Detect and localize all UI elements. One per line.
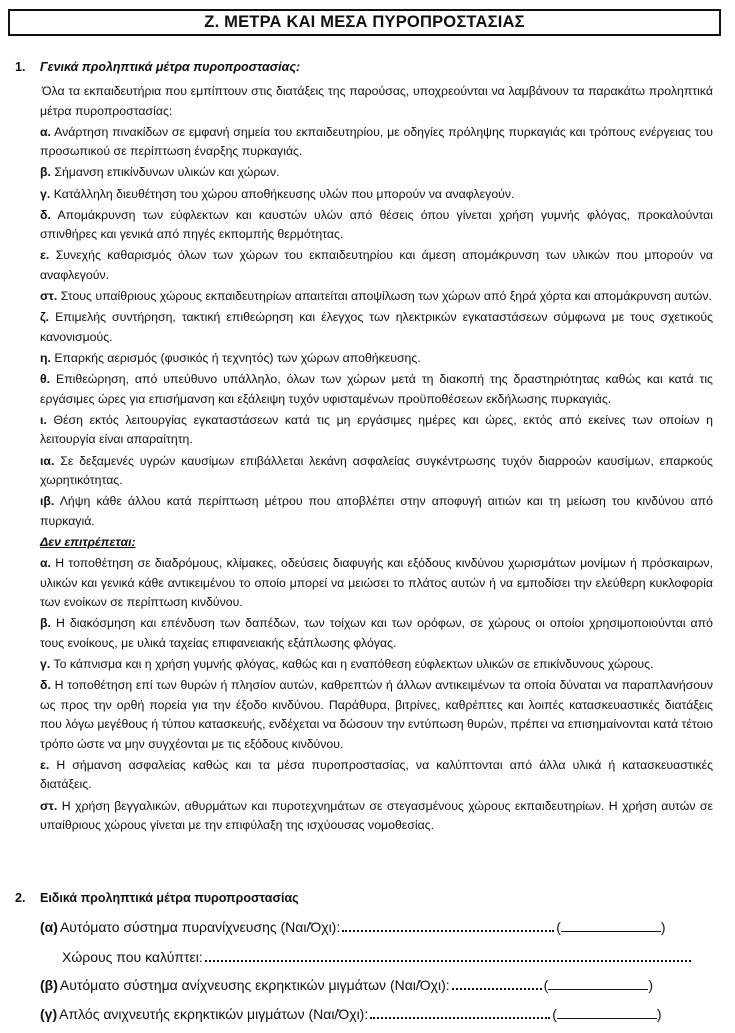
forbidden-item-label: στ. [40, 798, 58, 813]
measure-item-label: ζ. [40, 310, 50, 325]
measure-item-label: β. [40, 165, 51, 180]
measure-item-text: Επιθεώρηση, από υπεύθυνο υπάλληλο, όλων των χώρων μετά τη διακοπή της δραστηριότητας καθώς και κατά τις εργάσιμες ώρες για επισήμανση και εξάλειψη τυχόν υφισταμένων προϋποθέσεων εκδήλωσης πυρκαγιάς. [40, 372, 713, 406]
forbidden-item [40, 614, 713, 653]
field-label: (β) [40, 977, 58, 993]
section-2-heading: Ειδικά προληπτικά μέτρα πυροπροστασίας [40, 891, 299, 905]
measure-item-label: ια. [40, 453, 55, 468]
answer-blank[interactable] [557, 1006, 657, 1019]
field-text: Απλός ανιχνευτής εκρηκτικών μιγμάτων (Ναι/Όχι): [59, 1006, 369, 1022]
paren-open: ( [543, 977, 549, 993]
forbidden-item [40, 756, 713, 795]
forbidden-item-label: ε. [40, 757, 50, 772]
measure-item-label: γ. [40, 186, 51, 201]
measure-item-text: Σήμανση επικίνδυνων υλικών και χώρων. [54, 165, 280, 180]
section-title: Ζ. ΜΕΤΡΑ ΚΑΙ ΜΕΣΑ ΠΥΡΟΠΡΟΣΤΑΣΙΑΣ [204, 13, 525, 31]
forbidden-item-label: δ. [40, 678, 51, 693]
forbidden-item-text: Η χρήση βεγγαλικών, αθυρμάτων και πυροτεχνημάτων σε στεγασμένους χώρους εκπαιδευτηρίων. Η χρήση αυτών σε υπαίθριους χώρους γίνεται με την επιφύλαξη της ισχύουσας νομοθεσίας. [40, 798, 713, 833]
measure-item [40, 206, 713, 245]
measure-item [40, 163, 713, 183]
forbidden-item-text: Η διακόσμηση και επένδυση των δαπέδων, των τοίχων και των ορόφων, σε χώρους οι οποίοι χρησιμοποιούνται από τους ενοίκους, με υλικά ταχείας επιφανειακής εξάπλωσης φλόγας. [40, 616, 713, 650]
fill-in-dotted-line[interactable] [342, 918, 554, 932]
measure-item [40, 349, 713, 369]
forbidden-item [40, 676, 713, 754]
measure-item-text: Θέση εκτός λειτουργίας εγκαταστάσεων κατά τις μη εργάσιμες ημέρες και ώρες, εκτός από εκείνες των οποίων η λειτουργία είναι απαραίτητη. [40, 412, 713, 447]
forbidden-item [40, 797, 713, 836]
measure-item [40, 287, 713, 307]
paren-open: ( [556, 919, 561, 935]
measure-item-label: η. [40, 351, 51, 365]
forbidden-item-text: Το κάπνισμα και η χρήση γυμνής φλόγας, καθώς και η εναπόθεση εύφλεκτων υλικών σε επικίνδυνους χώρους. [53, 657, 654, 671]
measure-item-text: Στους υπαίθριους χώρους εκπαιδευτηρίων απαιτείται αποψίλωση των χώρων από ξηρά χόρτα και απομάκρυνση αυτών. [60, 289, 712, 304]
section-1-number: 1. [15, 60, 26, 74]
measure-item-label: α. [40, 124, 51, 139]
measure-item-text: Επαρκής αερισμός (φυσικός ή τεχνητός) των χώρων αποθήκευσης. [54, 351, 421, 365]
paren-close: ) [648, 977, 654, 993]
measure-item-text: Σε δεξαμενές υγρών καυσίμων επιβάλλεται λεκάνη ασφαλείας συγκέντρωσης τυχόν διαρροών καυσίμων, επαρκούς χωρητικότητας. [40, 453, 713, 488]
measure-item [40, 411, 713, 450]
forbidden-item-label: β. [40, 616, 51, 631]
measure-item-text: Απομάκρυνση των εύφλεκτων και καυστών υλών από θέσεις όπου γίνεται χρήση γυμνής φλόγας, προκαλούνται σπινθήρες και γενικά από πηγές εκπομπής θερμότητας. [40, 207, 713, 242]
measure-item-text: Λήψη κάθε άλλου κατά περίπτωση μέτρου που αποβλέπει στην αποφυγή αιτιών και τη μείωση του κινδύνου από πυρκαγιά. [40, 494, 713, 528]
field-text: Αυτόματο σύστημα ανίχνευσης εκρηκτικών μιγμάτων (Ναι/Όχι): [59, 977, 450, 993]
measure-item-label: δ. [40, 207, 51, 222]
special-measure-field [40, 976, 720, 993]
paren-close: ) [660, 919, 666, 935]
field-text: Χώρους που καλύπτει: [62, 949, 203, 965]
forbidden-item [40, 554, 713, 613]
forbidden-item-text: Η τοποθέτηση επί των θυρών ή πλησίον αυτών, καθρεπτών ή άλλων αντικειμένων τα οποία δύναται να παραπλανήσουν ως προς την ορθή πορεία για την έξοδο κινδύνου. Παράθυρα, βιτρίνες, καθρέπτες και λοιπές κατασκευαστικές διατάξεις που λόγω μεγέθους ή τύπου κατασκευής, ενδέχεται να δώσουν την εντύπωση θυρών, πρέπει να επισημαίνονται κατά τέτοιο τρόπο ώστε να μην συγχέονται με τις εξόδους κινδύνου. [40, 678, 713, 751]
section-2-number: 2. [15, 891, 26, 905]
measure-item [40, 185, 713, 205]
fill-in-dotted-line[interactable] [370, 1005, 550, 1019]
field-label: (α) [40, 919, 58, 935]
special-measure-field [40, 918, 720, 935]
field-label: (γ) [40, 1006, 58, 1022]
measure-item-label: στ. [40, 289, 58, 304]
forbidden-item-text: Η τοποθέτηση σε διαδρόμους, κλίμακες, οδεύσεις διαφυγής και εξόδους κινδύνου χωρισμάτων μονίμων ή πρόσκαιρων, υλικών και γενικά κάθε αντικειμένου το οποίο μπορεί να μειώσει το πλάτος αυτών ή να εμποδίσει την ελεύθερη κυκλοφορία των ενοίκων σε περίπτωση κινδύνου. [40, 556, 713, 610]
special-measure-field [62, 948, 735, 965]
section-1-intro: Όλα τα εκπαιδευτήρια που εμπίπτουν στις διατάξεις της παρούσας, υποχρεούνται να λαμβάνουν τα παρακάτω προληπτικά μέτρα πυροπροστασίας: [40, 84, 713, 118]
answer-blank[interactable] [561, 919, 661, 932]
measure-item [40, 492, 713, 531]
measure-item-label: ε. [40, 248, 50, 263]
fill-in-dotted-line[interactable] [452, 976, 542, 990]
measure-item [40, 123, 713, 162]
forbidden-item-text: Η σήμανση ασφαλείας καθώς και τα μέσα πυροπροστασίας, να καλύπτονται από άλλα υλικά ή κατασκευαστικές διατάξεις. [40, 757, 713, 792]
measure-item-text: Κατάλληλη διευθέτηση του χώρου αποθήκευσης υλών που μπορούν να αναφλεγούν. [53, 186, 515, 201]
measure-item [40, 246, 713, 285]
forbidden-item-label: α. [40, 556, 51, 571]
measure-item-label: ιβ. [40, 494, 55, 509]
answer-blank[interactable] [548, 977, 648, 990]
forbidden-item [40, 655, 713, 675]
measure-item [40, 308, 713, 347]
forbidden-item-label: γ. [40, 657, 51, 671]
measure-item-label: θ. [40, 372, 51, 387]
measure-item-text: Συνεχής καθαρισμός όλων των χώρων του εκπαιδευτηρίου και άμεση απομάκρυνση των υλικών που μπορούν να αναφλεγούν. [40, 248, 714, 282]
forbidden-heading: Δεν επιτρέπεται: [40, 534, 136, 549]
measure-item-label: ι. [40, 412, 47, 427]
special-measure-field [40, 1005, 720, 1022]
fill-in-dotted-line[interactable] [205, 948, 691, 962]
section-title-box [8, 9, 721, 36]
measure-item [40, 370, 713, 409]
field-text: Αυτόματο σύστημα πυρανίχνευσης (Ναι/Όχι): [59, 919, 341, 935]
measure-item [40, 452, 713, 491]
section-1-content [40, 82, 713, 837]
section-1-heading: Γενικά προληπτικά μέτρα πυροπροστασίας: [40, 60, 301, 74]
paren-close: ) [656, 1006, 662, 1022]
measure-item-text: Ανάρτηση πινακίδων σε εμφανή σημεία του εκπαιδευτηρίου, με οδηγίες πρόληψης πυρκαγιάς και τρόπους ενέργειας του προσωπικού σε περίπτωση έναρξης πυρκαγιάς. [40, 124, 713, 159]
measure-item-text: Επιμελής συντήρηση, τακτική επιθεώρηση και έλεγχος των ηλεκτρικών εγκαταστάσεων σύμφωνα με τους σχετικούς κανονισμούς. [40, 310, 713, 344]
paren-open: ( [552, 1006, 557, 1022]
